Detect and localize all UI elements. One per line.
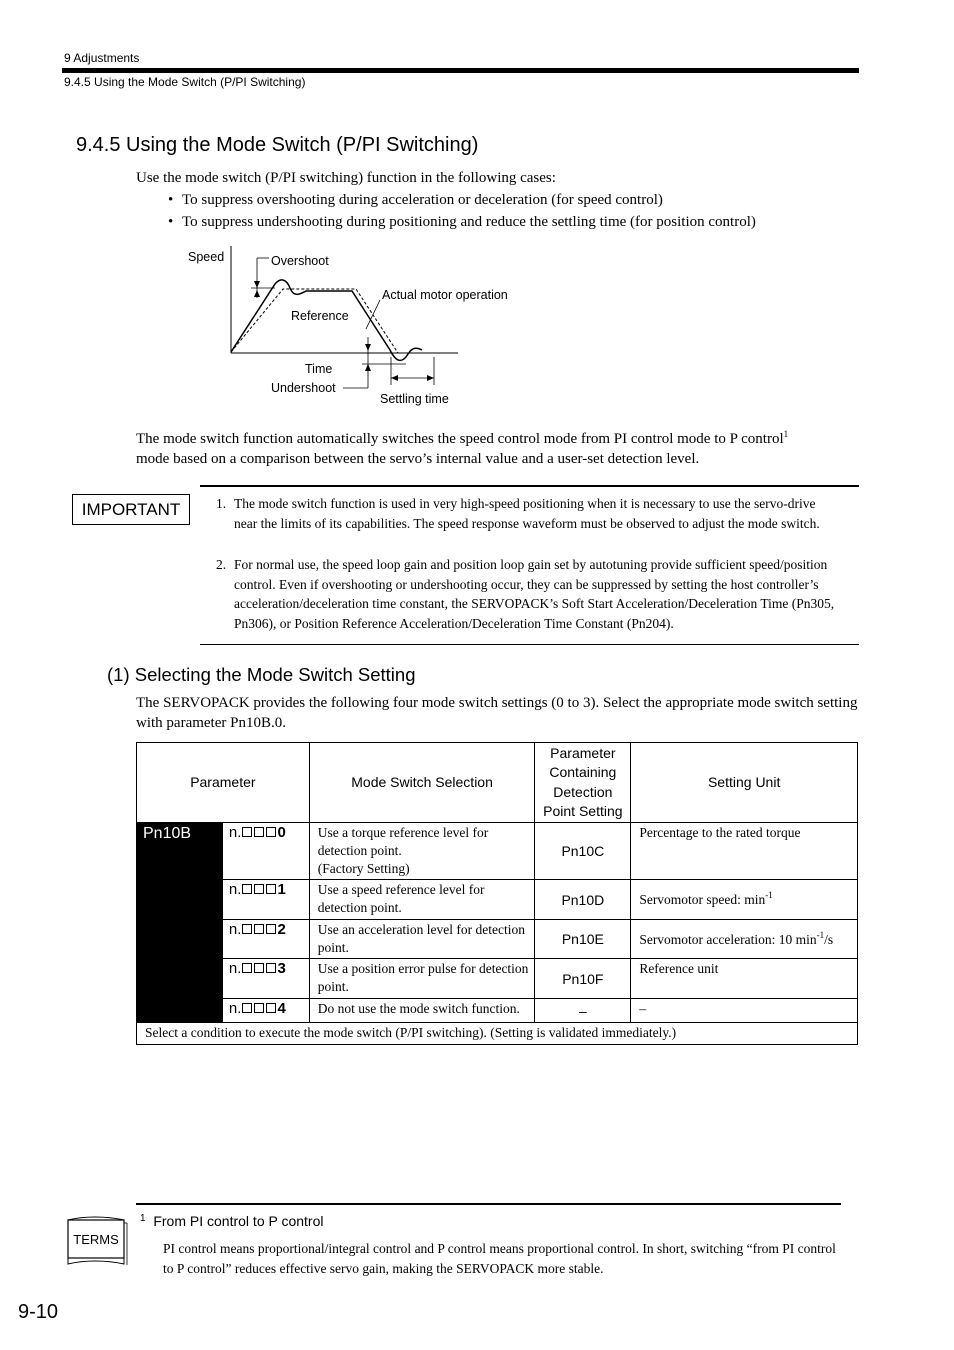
unit-text: Servomotor speed: min xyxy=(639,892,766,907)
important-item-text: For normal use, the speed loop gain and position loop gain set by autotuning provide sufficient speed/position control. Even if overshooting or undershooting occur, they can be suppressed by setting the host controller’s acceleration/deceleration time constant, the SERVOPACK’s Soft Start Acceleration/Deceleration Time (Pn305, Pn306), or Position Reference Acceleration/Deceleration Time Constant (Pn204). xyxy=(234,557,835,631)
param-containing: Pn10D xyxy=(535,880,631,920)
setting-code xyxy=(222,920,309,959)
digit-box xyxy=(266,1003,276,1013)
desc-note: (Factory Setting) xyxy=(317,861,410,876)
setting-code xyxy=(222,823,309,880)
code-prefix: n. xyxy=(228,960,242,977)
description-line-1: The mode switch function automatically switches the speed control mode from PI control mode to P control xyxy=(136,431,784,447)
setting-digit: 1 xyxy=(277,881,286,898)
header-parameter: Parameter xyxy=(137,743,310,823)
running-header-chapter: 9 Adjustments xyxy=(64,51,140,65)
important-top-rule xyxy=(200,485,859,487)
digit-box xyxy=(266,924,276,934)
subsection-text: The SERVOPACK provides the following four mode switch settings (0 to 3). Select the appropriate mode switch setting with parameter Pn10B.0. xyxy=(136,695,858,731)
digit-box xyxy=(242,884,252,894)
setting-digit: 2 xyxy=(277,921,286,938)
unit-sup: -1 xyxy=(816,929,825,940)
unit-text: – xyxy=(639,1001,647,1016)
mode-switch-table xyxy=(136,742,858,1045)
mode-description xyxy=(309,823,535,880)
digit-box xyxy=(242,924,252,934)
overshoot-undershoot-diagram xyxy=(180,240,520,410)
digit-box xyxy=(254,884,264,894)
setting-unit xyxy=(631,823,858,880)
digit-box xyxy=(266,963,276,973)
digit-box xyxy=(242,963,252,973)
important-bottom-rule xyxy=(200,644,859,645)
important-item-number: 2. xyxy=(216,557,227,572)
bullet-item-1 xyxy=(168,192,663,209)
setting-unit xyxy=(631,959,858,999)
header-rule xyxy=(62,68,859,73)
footnote-ref: 1 xyxy=(783,429,789,439)
settling-label: Settling time xyxy=(380,392,449,406)
setting-unit xyxy=(631,999,858,1023)
bullet-dot: • xyxy=(168,214,174,230)
page-number: 9-10 xyxy=(18,1301,59,1323)
section-title: 9.4.5 Using the Mode Switch (P/PI Switching) xyxy=(76,134,479,156)
code-prefix: n. xyxy=(228,921,242,938)
footnote-number: 1 xyxy=(140,1213,146,1224)
table-header-row xyxy=(137,743,858,823)
terms-book-icon xyxy=(66,1215,128,1269)
param-containing: Pn10E xyxy=(535,920,631,959)
code-prefix: n. xyxy=(228,824,242,841)
code-prefix: n. xyxy=(228,1000,242,1017)
setting-unit xyxy=(631,880,858,920)
bullet-text: To suppress overshooting during acceleration or deceleration (for speed control) xyxy=(182,192,663,208)
reference-label: Reference xyxy=(291,309,349,323)
setting-code xyxy=(222,880,309,920)
time-label: Time xyxy=(305,362,333,376)
setting-digit: 0 xyxy=(277,824,286,841)
settling-arrow-left xyxy=(391,375,398,381)
digit-box xyxy=(254,924,264,934)
digit-box xyxy=(266,827,276,837)
code-prefix: n. xyxy=(228,881,242,898)
overshoot-arrow-up xyxy=(254,290,260,297)
digit-box xyxy=(242,827,252,837)
footnote-body: PI control means proportional/integral control and P control means proportional control. In short, switching “from PI control to P control” reduces effective servo gain, making the SERVOPACK more stable. xyxy=(163,1241,836,1276)
header-setting-unit: Setting Unit xyxy=(631,743,858,823)
overshoot-arrow-down xyxy=(254,281,260,288)
mode-description: Do not use the mode switch function. xyxy=(309,999,535,1023)
settling-arrow-right xyxy=(427,375,434,381)
bullet-dot: • xyxy=(168,192,174,208)
setting-code xyxy=(222,959,309,999)
undershoot-label: Undershoot xyxy=(271,381,336,395)
actual-label: Actual motor operation xyxy=(382,288,508,302)
mode-description: Use a position error pulse for detection point. xyxy=(309,959,535,999)
table-row xyxy=(137,920,858,959)
unit-text: Reference unit xyxy=(639,961,719,976)
terms-label: TERMS xyxy=(73,1232,119,1247)
footnote-heading xyxy=(140,1213,323,1229)
param-containing: – xyxy=(535,999,631,1023)
important-label: IMPORTANT xyxy=(72,494,190,525)
description-text xyxy=(136,429,861,469)
running-header-section: 9.4.5 Using the Mode Switch (P/PI Switching) xyxy=(64,75,306,89)
footnote-heading-text: From PI control to P control xyxy=(153,1213,324,1229)
speed-label: Speed xyxy=(188,250,225,264)
header-mode-switch: Mode Switch Selection xyxy=(309,743,535,823)
digit-box xyxy=(242,1003,252,1013)
param-name: Pn10B xyxy=(137,823,223,1023)
intro-text: Use the mode switch (P/PI switching) function in the following cases: xyxy=(136,170,556,186)
digit-box xyxy=(254,963,264,973)
unit-text: Servomotor acceleration: 10 min xyxy=(639,931,817,947)
subsection-title: (1) Selecting the Mode Switch Setting xyxy=(107,664,416,685)
mode-description: Use a speed reference level for detection point. xyxy=(309,880,535,920)
digit-box xyxy=(254,1003,264,1013)
table-footer: Select a condition to execute the mode switch (P/PI switching). (Setting is validated immediately.) xyxy=(137,1023,858,1045)
table-row xyxy=(137,959,858,999)
important-item-text: The mode switch function is used in very high-speed positioning when it is necessary to use the servo-drive near the limits of its capabilities. The speed response waveform must be observed to adjust the mode switch. xyxy=(234,496,820,531)
setting-unit xyxy=(631,920,858,959)
bullet-text: To suppress undershooting during positioning and reduce the settling time (for position control) xyxy=(182,214,756,230)
unit-text: Percentage to the rated torque xyxy=(639,825,801,840)
terms-rule xyxy=(136,1203,841,1205)
table-row xyxy=(137,823,858,880)
setting-digit: 3 xyxy=(277,960,286,977)
digit-box xyxy=(266,884,276,894)
undershoot-arrow-up xyxy=(365,364,371,371)
setting-code xyxy=(222,999,309,1023)
important-item-2 xyxy=(216,555,840,633)
mode-description: Use an acceleration level for detection point. xyxy=(309,920,535,959)
description-line-2: mode based on a comparison between the servo’s internal value and a user-set detection level. xyxy=(136,451,700,467)
important-item-number: 1. xyxy=(216,496,227,511)
param-containing: Pn10F xyxy=(535,959,631,999)
setting-digit: 4 xyxy=(277,1000,286,1017)
desc-text: Use a torque reference level for detection point. xyxy=(317,825,489,858)
unit-sup: -1 xyxy=(765,890,773,900)
table-footer-row xyxy=(137,1023,858,1045)
overshoot-label: Overshoot xyxy=(271,254,329,268)
header-containing: Parameter Containing Detection Point Setting xyxy=(535,743,631,823)
undershoot-arrow-down xyxy=(365,344,371,351)
unit-tail: /s xyxy=(824,931,834,947)
table-row xyxy=(137,999,858,1023)
bullet-item-2 xyxy=(168,214,756,231)
important-item-1 xyxy=(216,494,840,533)
digit-box xyxy=(254,827,264,837)
table-row xyxy=(137,880,858,920)
param-containing: Pn10C xyxy=(535,823,631,880)
